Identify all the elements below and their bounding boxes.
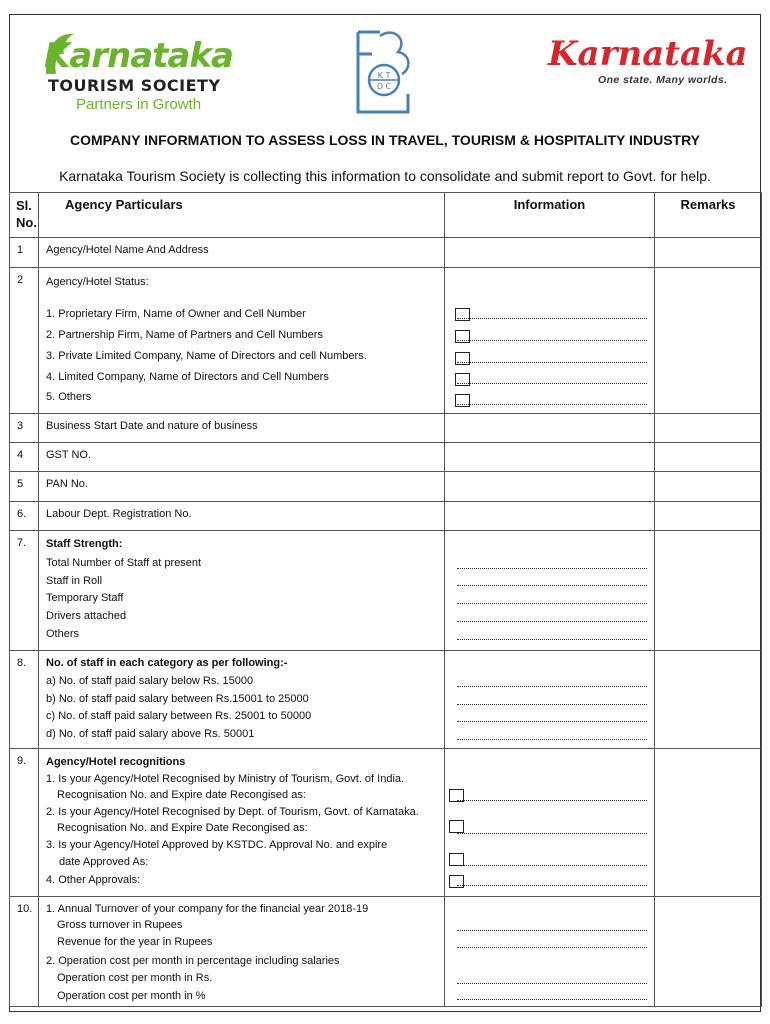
table-row: [10, 749, 762, 897]
list-item: Recognisation No. and Expire Date Recongised as:: [57, 822, 308, 834]
emblem-letters-bottom: D C: [376, 82, 392, 91]
list-item: 4. Limited Company, Name of Directors and Cell Numbers: [46, 371, 329, 383]
table-row: [10, 443, 762, 472]
form-subtitle: Karnataka Tourism Society is collecting this information to consolidate and submit report to Govt. for help.: [59, 168, 711, 184]
list-item: c) No. of staff paid salary between Rs. 25001 to 50000: [46, 710, 312, 722]
fill-line[interactable]: [457, 947, 647, 948]
fill-line[interactable]: [457, 983, 647, 984]
fill-line[interactable]: [457, 999, 647, 1000]
table-row: [10, 414, 762, 443]
list-item: Revenue for the year in Rupees: [57, 936, 213, 948]
table-row: [10, 268, 762, 414]
header-remarks: Remarks: [655, 193, 762, 238]
karnataka-tourism-society-logo: [42, 28, 242, 118]
list-item: Gross turnover in Rupees: [57, 919, 183, 931]
remarks-cell[interactable]: [655, 238, 762, 268]
karnataka-script-word: Karnataka: [548, 34, 748, 74]
info-cell[interactable]: [445, 472, 655, 502]
table-header-row: [10, 193, 762, 238]
list-item: Recognisation No. and Expire date Recongised as:: [57, 789, 306, 801]
fill-line[interactable]: [457, 686, 647, 687]
header-sl-line1: Sl.: [16, 198, 32, 213]
fill-line[interactable]: [457, 930, 647, 931]
karnataka-tagline: One state. Many worlds.: [598, 74, 728, 86]
row-sl: 1: [10, 238, 39, 268]
header-agency-particulars: Agency Particulars: [39, 193, 445, 238]
list-item: date Approved As:: [59, 856, 149, 868]
logo-word: Karnataka: [44, 36, 233, 76]
list-item: 2. Operation cost per month in percentage including salaries: [46, 955, 340, 967]
row-particular: [39, 531, 445, 651]
list-item: Drivers attached: [46, 610, 127, 622]
row-particular: [39, 749, 445, 897]
row-heading: Staff Strength:: [46, 538, 123, 550]
fill-line[interactable]: [457, 362, 647, 363]
fill-line[interactable]: [457, 739, 647, 740]
emblem-letters-top: K T: [377, 71, 391, 80]
table-row: [10, 651, 762, 749]
fill-line[interactable]: [457, 603, 647, 604]
table-row: [10, 897, 762, 1007]
remarks-cell[interactable]: [655, 443, 762, 472]
row-particular: GST NO.: [39, 443, 445, 472]
row-heading: Agency/Hotel Status:: [46, 276, 149, 288]
row-sl: 5: [10, 472, 39, 502]
header-sl-line2: No.: [16, 215, 37, 230]
row-sl: 10.: [10, 897, 39, 1007]
header-sl-no: [10, 193, 39, 238]
row-sl: 6.: [10, 502, 39, 531]
ktdc-emblem-icon: [350, 28, 420, 116]
remarks-cell[interactable]: [655, 268, 762, 414]
row-sl: 8.: [10, 651, 39, 749]
ktdc-emblem: [350, 28, 420, 116]
list-item: d) No. of staff paid salary above Rs. 50001: [46, 728, 255, 740]
row-sl: 3: [10, 414, 39, 443]
list-item: Total Number of Staff at present: [46, 557, 202, 569]
table-row: [10, 238, 762, 268]
fill-line[interactable]: [457, 404, 647, 405]
row-heading: No. of staff in each category as per following:-: [46, 657, 288, 669]
row-sl: 2: [10, 268, 39, 414]
info-cell[interactable]: [445, 268, 655, 414]
list-item: 2. Is your Agency/Hotel Recognised by Dept. of Tourism, Govt. of Karnataka.: [46, 806, 419, 818]
list-item: Staff in Roll: [46, 575, 103, 587]
list-item: a) No. of staff paid salary below Rs. 15000: [46, 675, 254, 687]
form-title: COMPANY INFORMATION TO ASSESS LOSS IN TRAVEL, TOURISM & HOSPITALITY INDUSTRY: [69, 132, 701, 148]
row-particular: Agency/Hotel Name And Address: [39, 238, 445, 268]
row-particular: PAN No.: [39, 472, 445, 502]
remarks-cell[interactable]: [655, 749, 762, 897]
info-cell[interactable]: [445, 502, 655, 531]
info-cell[interactable]: [445, 238, 655, 268]
fill-line[interactable]: [457, 865, 647, 866]
logo-society: TOURISM SOCIETY: [48, 76, 221, 95]
list-item: 4. Other Approvals:: [46, 874, 141, 886]
list-item: 2. Partnership Firm, Name of Partners and Cell Numbers: [46, 329, 323, 341]
fill-line[interactable]: [457, 585, 647, 586]
remarks-cell[interactable]: [655, 531, 762, 651]
fill-line[interactable]: [457, 568, 647, 569]
fill-line[interactable]: [457, 800, 647, 801]
fill-line[interactable]: [457, 340, 647, 341]
fill-line[interactable]: [457, 639, 647, 640]
info-cell[interactable]: [445, 749, 655, 897]
row-particular: [39, 897, 445, 1007]
fill-line[interactable]: [457, 721, 647, 722]
fill-line[interactable]: [457, 621, 647, 622]
info-cell[interactable]: [445, 651, 655, 749]
row-heading: Agency/Hotel recognitions: [46, 756, 186, 768]
list-item: Others: [46, 628, 80, 640]
remarks-cell[interactable]: [655, 651, 762, 749]
header-information: Information: [445, 193, 655, 238]
list-item: Temporary Staff: [46, 592, 124, 604]
fill-line[interactable]: [457, 383, 647, 384]
list-item: 5. Others: [46, 391, 92, 403]
table-row: [10, 531, 762, 651]
information-table: [9, 192, 762, 1007]
table-row: [10, 472, 762, 502]
karnataka-state-logo: [546, 34, 748, 94]
remarks-cell[interactable]: [655, 414, 762, 443]
info-cell[interactable]: [445, 443, 655, 472]
row-particular: Labour Dept. Registration No.: [39, 502, 445, 531]
remarks-cell[interactable]: [655, 472, 762, 502]
fill-line[interactable]: [457, 833, 647, 834]
row-sl: 7.: [10, 531, 39, 651]
row-sl: 4: [10, 443, 39, 472]
remarks-cell[interactable]: [655, 502, 762, 531]
list-item: 1. Annual Turnover of your company for the financial year 2018-19: [46, 903, 369, 915]
fill-line[interactable]: [457, 318, 647, 319]
row-particular: [39, 651, 445, 749]
list-item: 1. Proprietary Firm, Name of Owner and Cell Number: [46, 308, 306, 320]
fill-line[interactable]: [457, 704, 647, 705]
row-particular: Business Start Date and nature of business: [39, 414, 445, 443]
list-item: b) No. of staff paid salary between Rs.15001 to 25000: [46, 693, 309, 705]
fill-line[interactable]: [457, 885, 647, 886]
table-row: [10, 502, 762, 531]
list-item: 1. Is your Agency/Hotel Recognised by Ministry of Tourism, Govt. of India.: [46, 773, 405, 785]
info-cell[interactable]: [445, 897, 655, 1007]
info-cell[interactable]: [445, 414, 655, 443]
list-item: 3. Private Limited Company, Name of Directors and cell Numbers.: [46, 350, 367, 362]
row-particular: [39, 268, 445, 414]
list-item: 3. Is your Agency/Hotel Approved by KSTDC. Approval No. and expire: [46, 839, 388, 851]
remarks-cell[interactable]: [655, 897, 762, 1007]
logo-tagline: Partners in Growth: [76, 96, 202, 113]
list-item: Operation cost per month in Rs.: [57, 972, 213, 984]
info-cell[interactable]: [445, 531, 655, 651]
row-sl: 9.: [10, 749, 39, 897]
list-item: Operation cost per month in %: [57, 990, 206, 1002]
